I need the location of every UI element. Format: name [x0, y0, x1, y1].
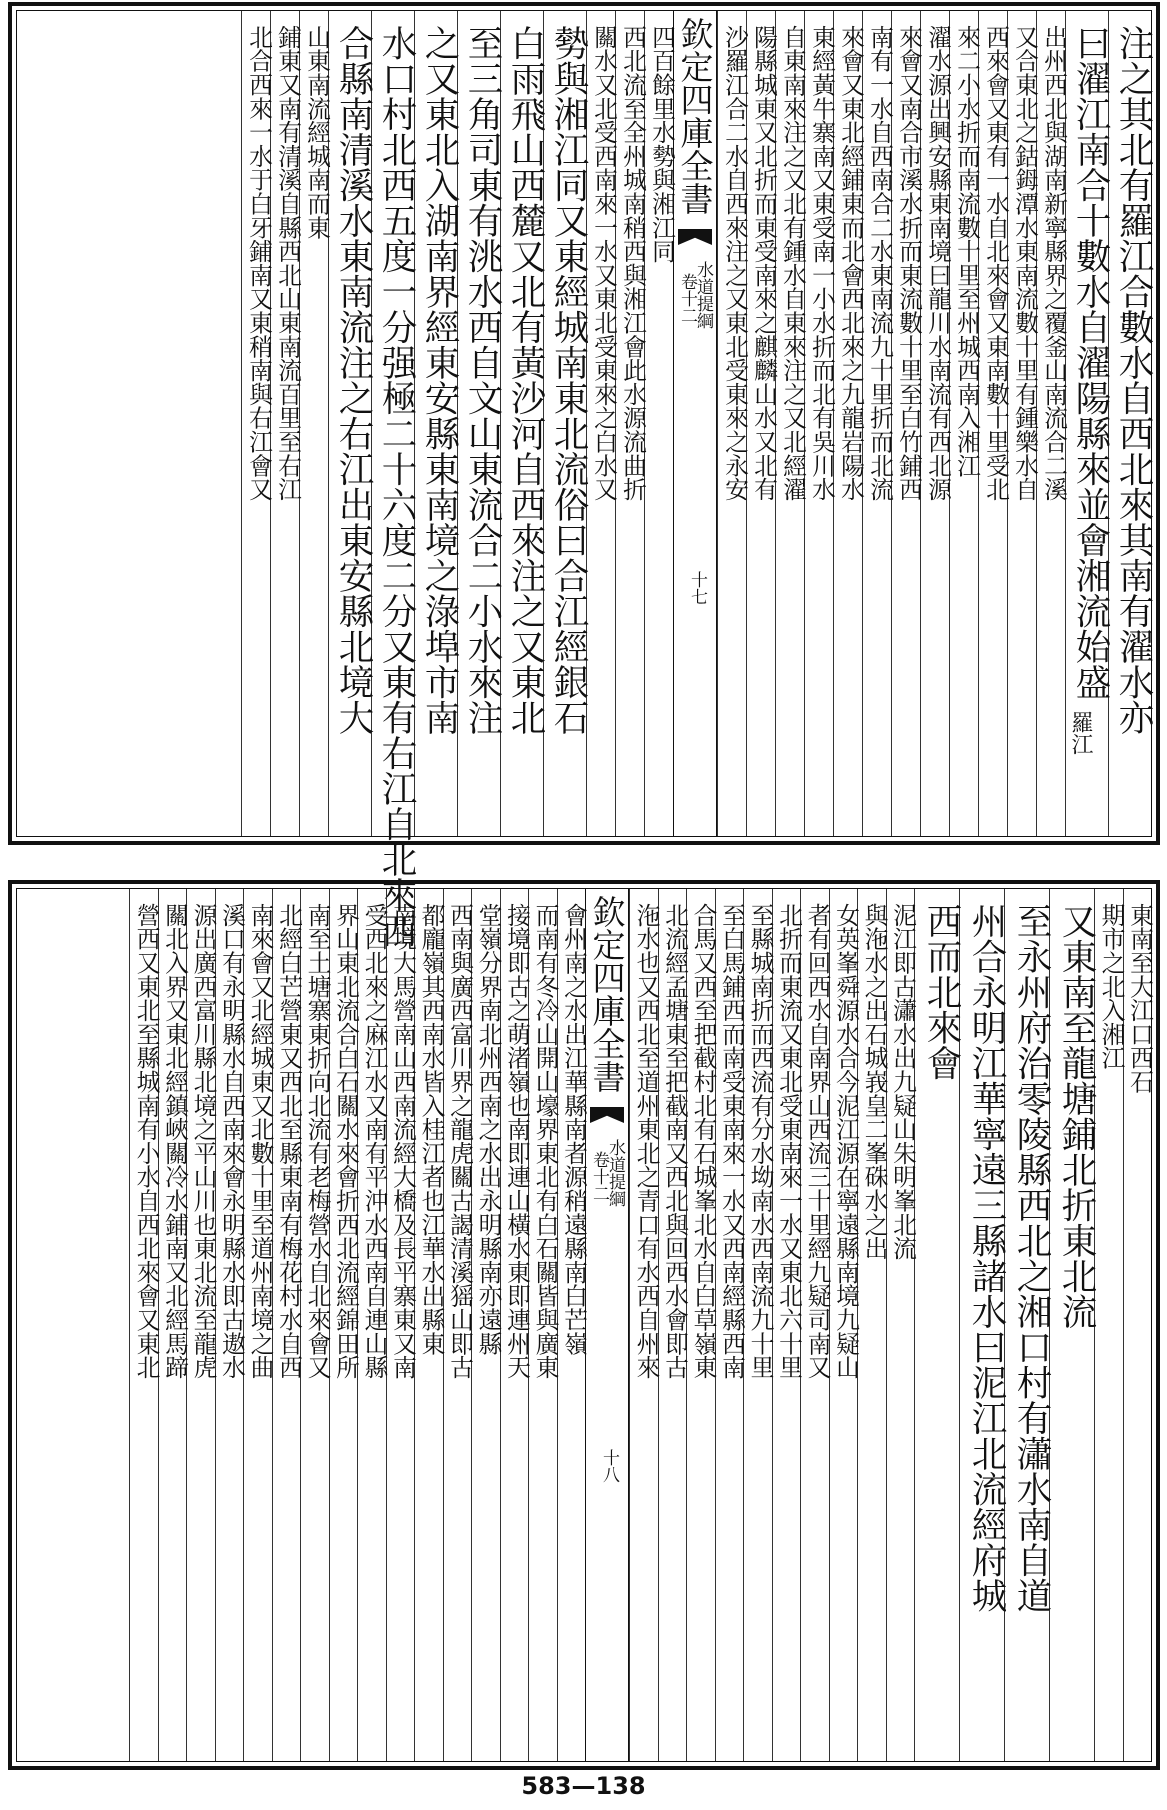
- text-column: 會州南之水出江華縣南者源稍遠縣南白芒嶺: [560, 903, 588, 1356]
- volume-label: 卷十二: [677, 273, 697, 324]
- column-rule: [129, 889, 130, 1761]
- text-column: 水口村北西五度一分强極二十六度二分又東有右江自北來西: [376, 25, 417, 948]
- text-column: 濯水源出興安縣東南境曰龍川水南流有西北源: [924, 25, 952, 501]
- text-column: 至三角司東有洮水西自文山東流合二小水來注: [462, 25, 503, 735]
- volume-label: 卷十二: [589, 1151, 609, 1202]
- page-number: 583—138: [521, 1772, 646, 1800]
- text-column: 北折而東流又東北受東南來一水又東北六十里: [775, 903, 803, 1379]
- fishtail-mark: [678, 229, 712, 245]
- text-column: 合縣南清溪水東南流注之右江出東安縣北境大: [333, 25, 374, 735]
- text-column: 又合東北之鈷鉧潭水東南流數十里有鍾樂水自: [1011, 25, 1039, 501]
- text-column: 南境大馬營南山西南流經大橋及長平寨東又南: [389, 903, 417, 1379]
- text-column: 西來會又東有一水自北來會又東南數十里受北: [982, 25, 1010, 501]
- text-column: 源出廣西富川縣北境之平山川也東北流至龍虎: [189, 903, 218, 1379]
- text-column: 營西又東北至縣城南有小水自西北來會又東北: [132, 903, 161, 1379]
- text-column: 東經黃牛寨南又東受南一小水折而北有吳川水: [808, 25, 836, 501]
- text-column: 又東南至龍塘鋪北折東北流: [1056, 903, 1097, 1329]
- text-column: 注之其北有羅江合數水自西北來其南有濯水亦: [1113, 25, 1154, 735]
- text-column: 都龐嶺其西南水皆入桂江者也江華水出縣東: [417, 903, 446, 1356]
- text-column: 受西北來之麻江水又南有平沖水西南自連山縣: [360, 903, 389, 1379]
- text-column: 白雨飛山西麓又北有黃沙河自西來注之又東北: [505, 25, 546, 735]
- text-column: 接境即古之萌渚嶺也南即連山橫水東即連州天: [503, 903, 531, 1379]
- text-column: 而南有冬冷山開山壕界東北有白石關皆與廣東: [531, 903, 560, 1379]
- text-column: 南至土塘寨東折向北流有老梅營水自北來會又: [303, 903, 332, 1379]
- text-column: 泥江即古瀟水出九疑山朱明峯北流: [889, 903, 917, 1260]
- text-column: 來會又東北經鋪東而北會西北來之九龍岩陽水: [837, 25, 865, 501]
- text-column: 至縣城南折而西流有分水坳南水西南流九十里: [746, 903, 775, 1379]
- text-column: 西而北來會: [921, 903, 962, 1081]
- text-column: 四百餘里水勢與湘江同: [648, 25, 676, 263]
- text-column: 自東南來注之又北有鍾水自東來注之又北經濯: [779, 25, 807, 501]
- text-column: 之又東北入湖南界經東安縣東南境之淥埠市南: [419, 25, 460, 735]
- text-column: 陽縣城東又北折而東受南來之麒麟山水又北有: [750, 25, 778, 501]
- column-rule: [717, 11, 718, 836]
- lower-page: [0, 880, 1167, 1770]
- text-column: 溪口有永明縣水自西南來會永明縣水即古遨水: [218, 903, 246, 1379]
- text-column: 州合永明江華寧遠三縣諸水曰泥江北流經府城: [966, 903, 1007, 1613]
- text-column: 南有一水自西南合二水東南流九十里折而北流: [866, 25, 894, 501]
- text-column: 沲水也又西北至道州東北之青口有水西自州來: [632, 903, 661, 1379]
- text-column: 南來會又北經城東又北數十里至道州南境之曲: [246, 903, 275, 1379]
- fishtail-mark: [590, 1107, 624, 1123]
- leaf-number: 十八: [599, 1449, 619, 1483]
- text-column: 鋪東又南有清溪自縣西北山東南流百里至右江: [274, 25, 302, 501]
- text-column: 勢與湘江同又東經城南東北流俗曰合江經銀石: [548, 25, 589, 735]
- text-column: 關北入界又東北經鎮峽關冷水鋪南又北經馬蹄: [161, 903, 189, 1379]
- text-column: 合馬又西至把截村北有石城峯北水自白草嶺東: [689, 903, 718, 1379]
- text-column: 期市之北入湘江: [1097, 903, 1126, 1070]
- center-fold-band: [673, 11, 717, 836]
- text-column: 關水又北受西南來一水又東北受東來之白水又: [590, 25, 618, 501]
- text-column: 界山東北流合白石關水來會折西北流經錦田所: [332, 903, 360, 1379]
- text-column: 至白馬鋪西而南受東南來一水又西南經縣西南: [718, 903, 746, 1379]
- text-column: 曰濯江南合十數水自濯陽縣來並會湘流始盛: [1070, 25, 1111, 700]
- center-fold-band: [585, 889, 629, 1761]
- upper-text-area: [16, 10, 1154, 948]
- side-note: 羅江: [1068, 711, 1093, 755]
- lower-text-area: [16, 888, 1152, 1762]
- text-column: 西北流至全州城南稍西與湘江會此水源流曲折: [619, 25, 647, 501]
- text-column: 沙羅江合二水自西來注之又東北受東來之永安: [721, 25, 749, 501]
- text-column: 北經白芒營東又西北至縣東南有梅花村水自西: [275, 903, 303, 1379]
- text-column: 堂嶺分界南北州西南之水出永明縣南亦遠縣: [474, 903, 503, 1356]
- text-column: 北合西來一水于白牙鋪南又東稍南與右江會又: [245, 25, 273, 501]
- text-column: 出州西北與湖南新寧縣界之覆釜山南流合二溪: [1040, 25, 1068, 501]
- text-column: 北流經孟塘東至把截南又西北與回西水會即古: [661, 903, 689, 1379]
- text-column: 來會又南合市溪水折而東流數十里至白竹鋪西: [895, 25, 923, 501]
- text-column: 與沲水之出石城峩皇二峯硃水之出: [860, 903, 889, 1260]
- text-column: 東南至大江口西石: [1126, 903, 1154, 1094]
- text-column: 至永州府治零陵縣西北之湘口村有瀟水南自道: [1011, 903, 1052, 1613]
- text-column: 來二小水折而南流數十里至州城西南入湘江: [953, 25, 981, 478]
- leaf-number: 十七: [687, 571, 707, 605]
- book-title: 水道提綱: [693, 261, 713, 329]
- text-column: 者有回西水自南界山西流三十里經九疑司南又: [803, 903, 832, 1379]
- text-column: 女英峯舜源水合今泥江源在寧遠縣南境九疑山: [832, 903, 860, 1379]
- text-column: 西南與廣西富川界之龍虎關古謁清溪猺山即古: [446, 903, 474, 1379]
- book-title: 水道提綱: [605, 1139, 625, 1207]
- text-column: 山東南流經城南而東: [303, 25, 331, 240]
- collection-title: 欽定四庫全書: [675, 17, 715, 215]
- column-rule: [629, 889, 630, 1761]
- upper-page: [0, 2, 1167, 948]
- column-rule: [241, 11, 242, 836]
- collection-title: 欽定四庫全書: [587, 895, 627, 1093]
